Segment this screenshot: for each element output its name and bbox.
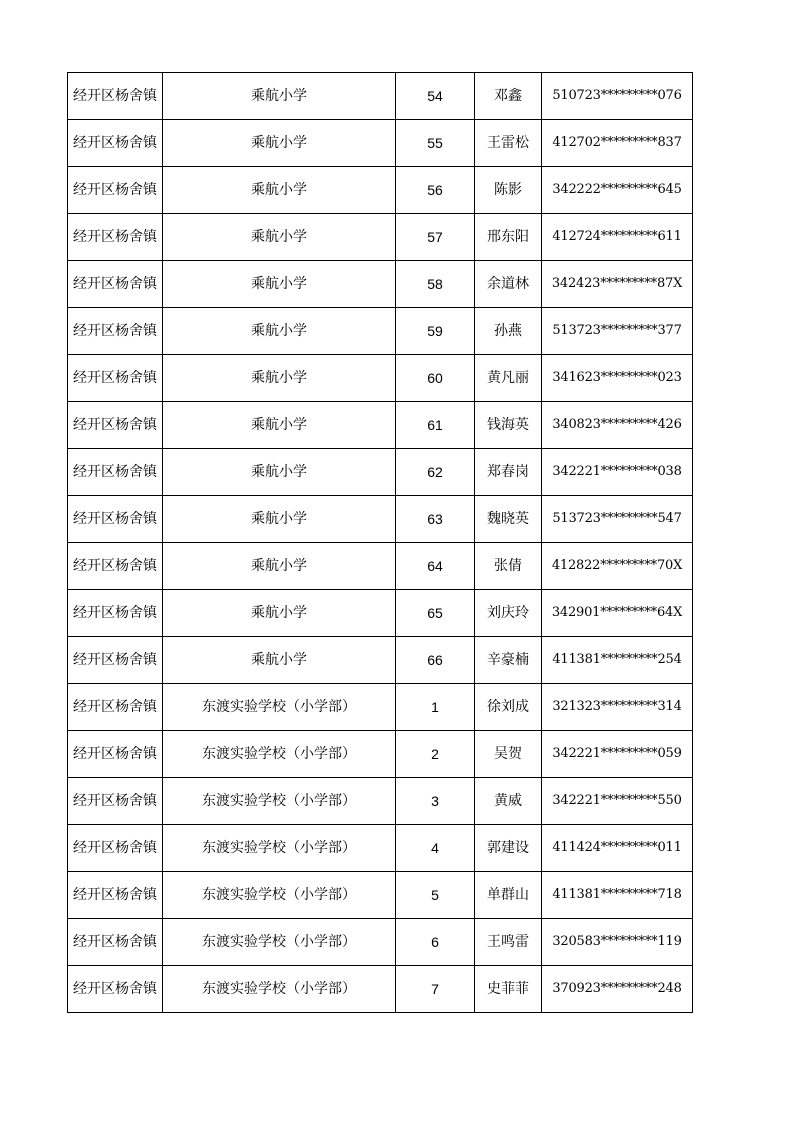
id-number-cell: 513723*********377 — [542, 308, 693, 355]
id-number-cell: 412822*********70X — [542, 543, 693, 590]
id-number-cell: 320583*********119 — [542, 919, 693, 966]
serial-number-cell: 60 — [396, 355, 475, 402]
roster-table-body — [68, 73, 693, 1013]
serial-number-cell: 56 — [396, 167, 475, 214]
town-cell: 经开区杨舍镇 — [68, 355, 163, 402]
person-name-cell: 刘庆玲 — [475, 590, 542, 637]
table-row — [68, 214, 693, 261]
table-row — [68, 590, 693, 637]
serial-number-cell: 61 — [396, 402, 475, 449]
person-name-cell: 郭建设 — [475, 825, 542, 872]
serial-number-cell: 54 — [396, 73, 475, 120]
table-row — [68, 261, 693, 308]
id-number-cell: 411424*********011 — [542, 825, 693, 872]
school-cell: 乘航小学 — [163, 261, 396, 308]
school-cell: 乘航小学 — [163, 120, 396, 167]
person-name-cell: 辛豪楠 — [475, 637, 542, 684]
serial-number-cell: 5 — [396, 872, 475, 919]
person-name-cell: 郑春岗 — [475, 449, 542, 496]
town-cell: 经开区杨舍镇 — [68, 872, 163, 919]
table-row — [68, 355, 693, 402]
serial-number-cell: 4 — [396, 825, 475, 872]
serial-number-cell: 58 — [396, 261, 475, 308]
id-number-cell: 412702*********837 — [542, 120, 693, 167]
id-number-cell: 340823*********426 — [542, 402, 693, 449]
town-cell: 经开区杨舍镇 — [68, 449, 163, 496]
town-cell: 经开区杨舍镇 — [68, 402, 163, 449]
serial-number-cell: 55 — [396, 120, 475, 167]
school-cell: 乘航小学 — [163, 355, 396, 402]
serial-number-cell: 6 — [396, 919, 475, 966]
id-number-cell: 342221*********038 — [542, 449, 693, 496]
town-cell: 经开区杨舍镇 — [68, 261, 163, 308]
school-cell: 东渡实验学校（小学部） — [163, 778, 396, 825]
id-number-cell: 411381*********718 — [542, 872, 693, 919]
person-name-cell: 张倩 — [475, 543, 542, 590]
id-number-cell: 342423*********87X — [542, 261, 693, 308]
serial-number-cell: 7 — [396, 966, 475, 1013]
person-name-cell: 邓鑫 — [475, 73, 542, 120]
person-name-cell: 孙燕 — [475, 308, 542, 355]
person-name-cell: 徐刘成 — [475, 684, 542, 731]
serial-number-cell: 66 — [396, 637, 475, 684]
table-row — [68, 308, 693, 355]
serial-number-cell: 64 — [396, 543, 475, 590]
id-number-cell: 411381*********254 — [542, 637, 693, 684]
person-name-cell: 邢东阳 — [475, 214, 542, 261]
serial-number-cell: 63 — [396, 496, 475, 543]
id-number-cell: 321323*********314 — [542, 684, 693, 731]
table-row — [68, 402, 693, 449]
table-row — [68, 825, 693, 872]
town-cell: 经开区杨舍镇 — [68, 825, 163, 872]
serial-number-cell: 62 — [396, 449, 475, 496]
roster-table — [67, 72, 693, 1013]
person-name-cell: 钱海英 — [475, 402, 542, 449]
school-cell: 乘航小学 — [163, 402, 396, 449]
town-cell: 经开区杨舍镇 — [68, 637, 163, 684]
person-name-cell: 陈影 — [475, 167, 542, 214]
town-cell: 经开区杨舍镇 — [68, 590, 163, 637]
table-row — [68, 966, 693, 1013]
table-row — [68, 496, 693, 543]
table-row — [68, 167, 693, 214]
town-cell: 经开区杨舍镇 — [68, 543, 163, 590]
serial-number-cell: 57 — [396, 214, 475, 261]
serial-number-cell: 3 — [396, 778, 475, 825]
table-row — [68, 120, 693, 167]
id-number-cell: 342222*********645 — [542, 167, 693, 214]
town-cell: 经开区杨舍镇 — [68, 966, 163, 1013]
table-row — [68, 543, 693, 590]
person-name-cell: 吴贺 — [475, 731, 542, 778]
school-cell: 东渡实验学校（小学部） — [163, 825, 396, 872]
school-cell: 乘航小学 — [163, 590, 396, 637]
id-number-cell: 412724*********611 — [542, 214, 693, 261]
id-number-cell: 342221*********550 — [542, 778, 693, 825]
table-row — [68, 73, 693, 120]
town-cell: 经开区杨舍镇 — [68, 308, 163, 355]
person-name-cell: 史菲菲 — [475, 966, 542, 1013]
person-name-cell: 王鸣雷 — [475, 919, 542, 966]
person-name-cell: 魏晓英 — [475, 496, 542, 543]
person-name-cell: 余道林 — [475, 261, 542, 308]
id-number-cell: 342221*********059 — [542, 731, 693, 778]
town-cell: 经开区杨舍镇 — [68, 496, 163, 543]
table-row — [68, 684, 693, 731]
table-row — [68, 919, 693, 966]
serial-number-cell: 1 — [396, 684, 475, 731]
person-name-cell: 黄威 — [475, 778, 542, 825]
id-number-cell: 341623*********023 — [542, 355, 693, 402]
id-number-cell: 510723*********076 — [542, 73, 693, 120]
table-row — [68, 778, 693, 825]
school-cell: 乘航小学 — [163, 449, 396, 496]
town-cell: 经开区杨舍镇 — [68, 731, 163, 778]
town-cell: 经开区杨舍镇 — [68, 120, 163, 167]
table-row — [68, 449, 693, 496]
id-number-cell: 513723*********547 — [542, 496, 693, 543]
serial-number-cell: 2 — [396, 731, 475, 778]
school-cell: 东渡实验学校（小学部） — [163, 731, 396, 778]
table-row — [68, 637, 693, 684]
table-row — [68, 731, 693, 778]
school-cell: 东渡实验学校（小学部） — [163, 919, 396, 966]
school-cell: 乘航小学 — [163, 308, 396, 355]
serial-number-cell: 65 — [396, 590, 475, 637]
town-cell: 经开区杨舍镇 — [68, 167, 163, 214]
town-cell: 经开区杨舍镇 — [68, 214, 163, 261]
id-number-cell: 370923*********248 — [542, 966, 693, 1013]
person-name-cell: 单群山 — [475, 872, 542, 919]
serial-number-cell: 59 — [396, 308, 475, 355]
school-cell: 东渡实验学校（小学部） — [163, 872, 396, 919]
town-cell: 经开区杨舍镇 — [68, 778, 163, 825]
school-cell: 东渡实验学校（小学部） — [163, 684, 396, 731]
school-cell: 乘航小学 — [163, 214, 396, 261]
town-cell: 经开区杨舍镇 — [68, 73, 163, 120]
person-name-cell: 黄凡丽 — [475, 355, 542, 402]
id-number-cell: 342901*********64X — [542, 590, 693, 637]
school-cell: 乘航小学 — [163, 543, 396, 590]
table-row — [68, 872, 693, 919]
town-cell: 经开区杨舍镇 — [68, 919, 163, 966]
town-cell: 经开区杨舍镇 — [68, 684, 163, 731]
school-cell: 乘航小学 — [163, 73, 396, 120]
school-cell: 乘航小学 — [163, 637, 396, 684]
school-cell: 乘航小学 — [163, 167, 396, 214]
person-name-cell: 王雷松 — [475, 120, 542, 167]
school-cell: 乘航小学 — [163, 496, 396, 543]
school-cell: 东渡实验学校（小学部） — [163, 966, 396, 1013]
